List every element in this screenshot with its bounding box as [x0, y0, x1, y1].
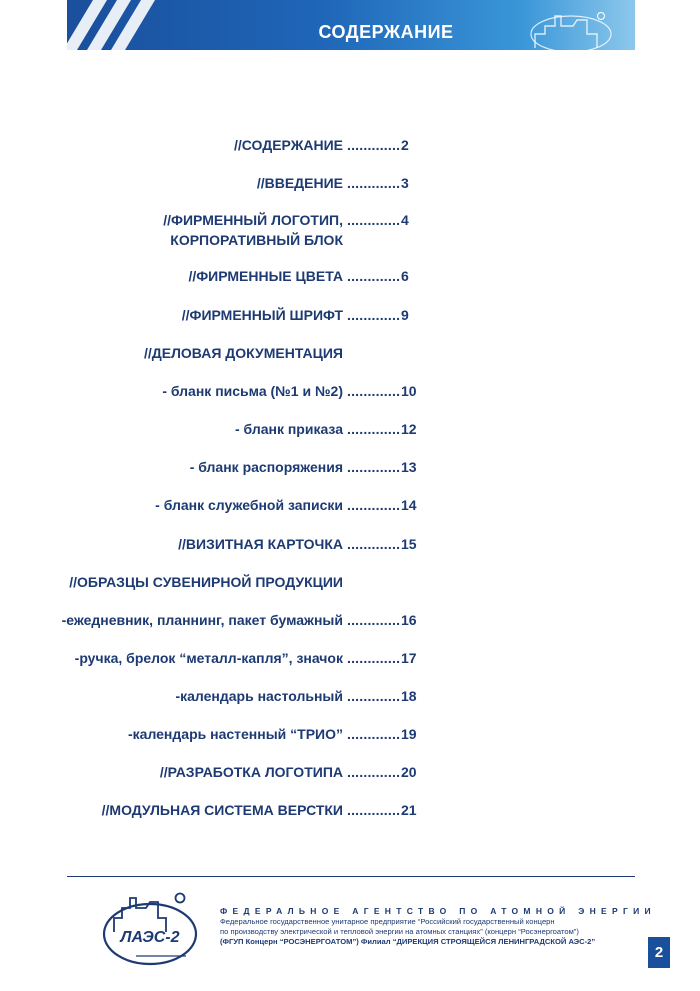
toc-entry-page: 2 — [401, 137, 409, 153]
toc-entry-page: 18 — [401, 688, 417, 704]
toc-entry-leader: ............. — [347, 421, 401, 437]
toc-entry-page: 6 — [401, 268, 409, 284]
toc-entry-leader: ............. — [347, 268, 401, 284]
toc-entry-label: -календарь настольный — [175, 688, 343, 704]
toc-entry-page: 15 — [401, 536, 417, 552]
toc-entry-leader: ............. — [347, 459, 401, 475]
toc-entry-leader: ............. — [347, 688, 401, 704]
toc-entry-label: //ОБРАЗЦЫ СУВЕНИРНОЙ ПРОДУКЦИИ — [69, 574, 343, 590]
toc-entry-label: //МОДУЛЬНАЯ СИСТЕМА ВЕРСТКИ — [101, 802, 343, 818]
footer-divider — [67, 876, 635, 877]
page-title: СОДЕРЖАНИЕ — [318, 22, 454, 42]
toc-entry-label: //СОДЕРЖАНИЕ — [234, 137, 343, 153]
toc-entry-leader: ............. — [347, 212, 401, 228]
toc-entry-leader: ............. — [347, 307, 401, 323]
toc-entry-label: -ручка, брелок “металл-капля”, значок — [74, 650, 343, 666]
toc-entry-leader: ............. — [347, 536, 401, 552]
toc-entry-label: -ежедневник, планнинг, пакет бумажный — [61, 612, 343, 628]
toc-entry-page: 9 — [401, 307, 409, 323]
toc-entry-label-line2: КОРПОРАТИВНЫЙ БЛОК — [170, 232, 343, 248]
toc-entry-page: 12 — [401, 421, 417, 437]
toc-entry-page: 13 — [401, 459, 417, 475]
toc-entry-page: 3 — [401, 175, 409, 191]
toc-entry-label: //ФИРМЕННЫЙ ШРИФТ — [181, 307, 343, 323]
toc-entry-label: //ФИРМЕННЫЕ ЦВЕТА — [188, 268, 343, 284]
page-number: 2 — [648, 937, 670, 968]
toc-entry-page: 4 — [401, 212, 409, 228]
toc-entry-label: - бланк приказа — [234, 421, 343, 437]
footer-organization-info — [220, 905, 656, 947]
logo-text: ЛАЭС-2 — [120, 929, 180, 946]
toc-entry-leader: ............. — [347, 764, 401, 780]
toc-entry-leader: ............. — [347, 175, 401, 191]
toc-entry-label: - бланк письма (№1 и №2) — [162, 383, 343, 399]
toc-entry-label: //ФИРМЕННЫЙ ЛОГОТИП, — [163, 212, 343, 228]
toc-entry-page: 21 — [401, 802, 417, 818]
laes-2-logo — [100, 884, 206, 970]
footer-line-3: (ФГУП Концерн “РОСЭНЕРГОАТОМ”) Филиал “ДИРЕКЦИЯ СТРОЯЩЕЙСЯ ЛЕНИНГРАДСКОЙ АЭС-2” — [220, 937, 596, 946]
toc-entry-leader: ............. — [347, 726, 401, 742]
toc-entry-leader: ............. — [347, 497, 401, 513]
toc-entry-label: -календарь настенный “ТРИО” — [127, 726, 343, 742]
toc-entry-leader: ............. — [347, 137, 401, 153]
toc-entry-leader: ............. — [347, 802, 401, 818]
toc-entry-leader: ............. — [347, 612, 401, 628]
toc-entry-page: 17 — [401, 650, 417, 666]
footer-agency-name: ФЕДЕРАЛЬНОЕ АГЕНТСТВО ПО АТОМНОЙ ЭНЕРГИИ — [220, 906, 656, 916]
toc-entry-label: //ДЕЛОВАЯ ДОКУМЕНТАЦИЯ — [144, 345, 343, 361]
footer-line-2: по производству электрической и тепловой энергии на атомных станциях” (концерн “Росэнергоатом”) — [220, 927, 579, 936]
toc-entry-page: 16 — [401, 612, 417, 628]
toc-entry-page: 10 — [401, 383, 417, 399]
toc-entry-label: //РАЗРАБОТКА ЛОГОТИПА — [159, 764, 343, 780]
toc-entry-page: 20 — [401, 764, 417, 780]
footer-line-1: Федеральное государственное унитарное предприятие “Российский государственный концерн — [220, 917, 555, 926]
toc-entry-leader: ............. — [347, 650, 401, 666]
toc-entry-page: 14 — [401, 497, 417, 513]
toc-entry-label: //ВИЗИТНАЯ КАРТОЧКА — [178, 536, 343, 552]
toc-entry-label: - бланк распоряжения — [189, 459, 343, 475]
toc-entry-page: 19 — [401, 726, 417, 742]
toc-entry-label: //ВВЕДЕНИЕ — [256, 175, 343, 191]
toc-entry-leader: ............. — [347, 383, 401, 399]
toc-entry-label: - бланк служебной записки — [155, 497, 343, 513]
